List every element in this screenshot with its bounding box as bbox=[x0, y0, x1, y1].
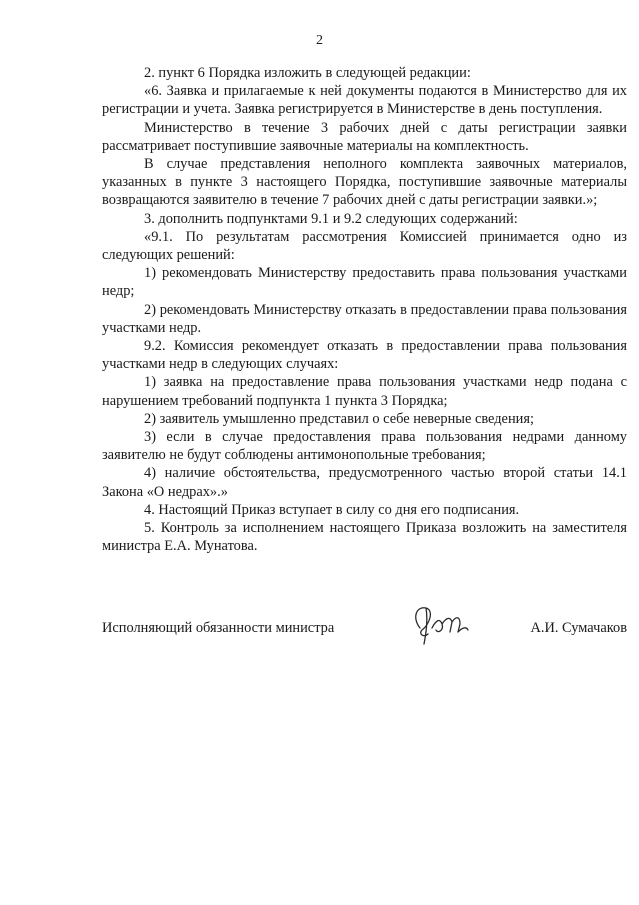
paragraph: 3) если в случае предоставления права пользования недрами данному заявителю не будут соблюдены антимонопольные требования; bbox=[102, 429, 627, 464]
handwritten-signature bbox=[402, 598, 482, 650]
paragraph: 3. дополнить подпунктами 9.1 и 9.2 следующих содержаний: bbox=[144, 210, 518, 227]
paragraph: 1) заявка на предоставление права пользования участками недр подана с нарушением требований подпункта 1 пункта 3 Порядка; bbox=[102, 374, 627, 409]
paragraph: В случае представления неполного комплекта заявочных материалов, указанных в пункте 3 настоящего Порядка, поступившие заявочные материалы возвращаются заявителю в течение 7 рабочих дней с даты регистрации заявки.»; bbox=[102, 156, 627, 209]
signature-block bbox=[102, 614, 627, 654]
paragraph: 2) рекомендовать Министерству отказать в предоставлении права пользования участками недр. bbox=[102, 301, 627, 336]
paragraph: 9.2. Комиссия рекомендует отказать в предоставлении права пользования участками недр в следующих случаях: bbox=[102, 338, 627, 373]
page-number: 2 bbox=[316, 33, 323, 48]
signatory-title: Исполняющий обязанности министра bbox=[102, 620, 335, 636]
paragraph: 5. Контроль за исполнением настоящего Приказа возложить на заместителя министра Е.А. Мунатова. bbox=[102, 520, 627, 555]
paragraph: 1) рекомендовать Министерству предоставить права пользования участками недр; bbox=[102, 265, 627, 300]
paragraph: 2) заявитель умышленно представил о себе неверные сведения; bbox=[144, 410, 534, 427]
paragraph: «6. Заявка и прилагаемые к ней документы подаются в Министерство для их регистрации и учета. Заявка регистрируется в Министерстве в день поступления. bbox=[102, 83, 627, 118]
signatory-name: А.И. Сумачаков bbox=[530, 620, 627, 636]
paragraph: «9.1. По результатам рассмотрения Комиссией принимается одно из следующих решений: bbox=[102, 228, 627, 264]
paragraph: 2. пункт 6 Порядка изложить в следующей редакции: bbox=[144, 65, 471, 81]
document-body bbox=[102, 64, 627, 555]
paragraph: 4. Настоящий Приказ вступает в силу со дня его подписания. bbox=[144, 501, 520, 518]
paragraph: 4) наличие обстоятельства, предусмотренного частью второй статьи 14.1 Закона «О недрах».» bbox=[102, 465, 627, 500]
paragraph: Министерство в течение 3 рабочих дней с даты регистрации заявки рассматривает поступившие заявочные материалы на комплектность. bbox=[102, 119, 627, 154]
